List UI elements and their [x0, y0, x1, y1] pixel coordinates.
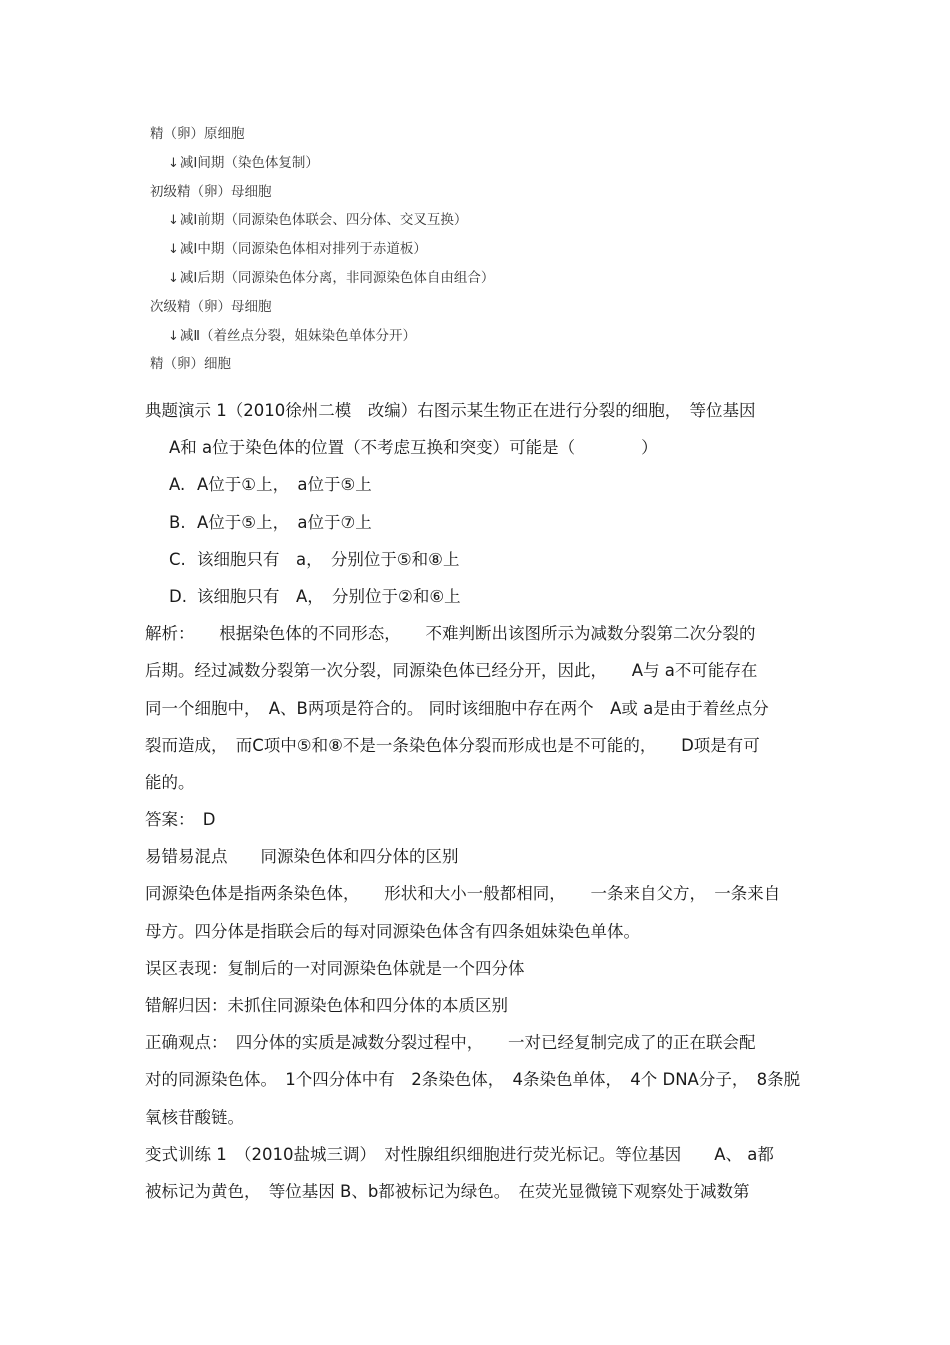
- variant-line-1: 变式训练 1 （2010盐城三调） 对性腺组织细胞进行荧光标记。等位基因 A、 a都: [145, 1144, 774, 1164]
- flow-step-5: ↓减Ⅱ（着丝点分裂，姐妹染色单体分开）: [168, 327, 417, 344]
- correct-view-line-3: 氧核苷酸链。: [145, 1107, 244, 1127]
- analysis-line-2: 后期。经过减数分裂第一次分裂，同源染色体已经分开，因此， A与 a不可能存在: [145, 661, 758, 681]
- meiosis-flowchart: [150, 120, 570, 379]
- document-body: [145, 392, 810, 1210]
- down-arrow-icon: ↓: [168, 328, 179, 344]
- down-arrow-icon: ↓: [168, 242, 179, 258]
- variant-line-2: 被标记为黄色， 等位基因 B、b都被标记为绿色。 在荧光显微镜下观察处于减数第: [145, 1181, 750, 1201]
- flow-step-2: ↓减Ⅰ前期（同源染色体联会、四分体、交叉互换）: [168, 212, 468, 229]
- flow-node-2: 初级精（卵）母细胞: [150, 183, 272, 200]
- question-stem-line-1: 典题演示 1（2010徐州二模 改编）右图示某生物正在进行分裂的细胞， 等位基因: [145, 401, 756, 420]
- analysis-line-4: 裂而造成， 而C项中⑤和⑧不是一条染色体分裂而形成也是不可能的， D项是有可: [145, 735, 760, 755]
- cause-line: 错解归因：未抓住同源染色体和四分体的本质区别: [145, 996, 508, 1015]
- option-b: B. A位于⑤上， a位于⑦上: [169, 512, 372, 532]
- option-a: A. A位于①上， a位于⑤上: [169, 475, 372, 495]
- flow-node-4: 精（卵）细胞: [150, 356, 231, 373]
- confusion-title: 易错易混点 同源染色体和四分体的区别: [145, 847, 459, 867]
- confusion-line-2: 母方。四分体是指联会后的每对同源染色体含有四条姐妹染色单体。: [145, 921, 640, 941]
- down-arrow-icon: ↓: [168, 155, 179, 171]
- correct-view-line-2: 对的同源染色体。 1个四分体中有 2条染色体， 4条染色单体， 4个 DNA分子， 8条脱: [145, 1070, 801, 1090]
- confusion-line-1: 同源染色体是指两条染色体， 形状和大小一般都相同， 一条来自父方， 一条来自: [145, 884, 781, 904]
- question-stem-line-2: A和 a位于染色体的位置（不考虑互换和突变）可能是（ ）: [169, 438, 658, 458]
- analysis-line-3: 同一个细胞中， A、B两项是符合的。 同时该细胞中存在两个 A或 a是由于着丝点分: [145, 698, 769, 718]
- option-c: C. 该细胞只有 a， 分别位于⑤和⑧上: [169, 549, 460, 569]
- correct-view-line-1: 正确观点： 四分体的实质是减数分裂过程中， 一对已经复制完成了的正在联会配: [145, 1033, 756, 1053]
- analysis-line-5: 能的。: [145, 772, 195, 792]
- option-d: D. 该细胞只有 A， 分别位于②和⑥上: [169, 586, 461, 606]
- analysis-line-1: 解析： 根据染色体的不同形态， 不难判断出该图所示为减数分裂第二次分裂的: [145, 624, 756, 644]
- down-arrow-icon: ↓: [168, 270, 179, 286]
- flow-step-1: ↓减Ⅰ间期（染色体复制）: [168, 154, 319, 171]
- flow-node-3: 次级精（卵）母细胞: [150, 298, 272, 315]
- down-arrow-icon: ↓: [168, 213, 179, 229]
- flow-step-4: ↓减Ⅰ后期（同源染色体分离，非同源染色体自由组合）: [168, 269, 495, 286]
- answer-line: 答案： D: [145, 810, 216, 830]
- flow-node-1: 精（卵）原细胞: [150, 126, 245, 142]
- mistake-line: 误区表现：复制后的一对同源染色体就是一个四分体: [145, 958, 525, 978]
- flow-step-3: ↓减Ⅰ中期（同源染色体相对排列于赤道板）: [168, 241, 427, 258]
